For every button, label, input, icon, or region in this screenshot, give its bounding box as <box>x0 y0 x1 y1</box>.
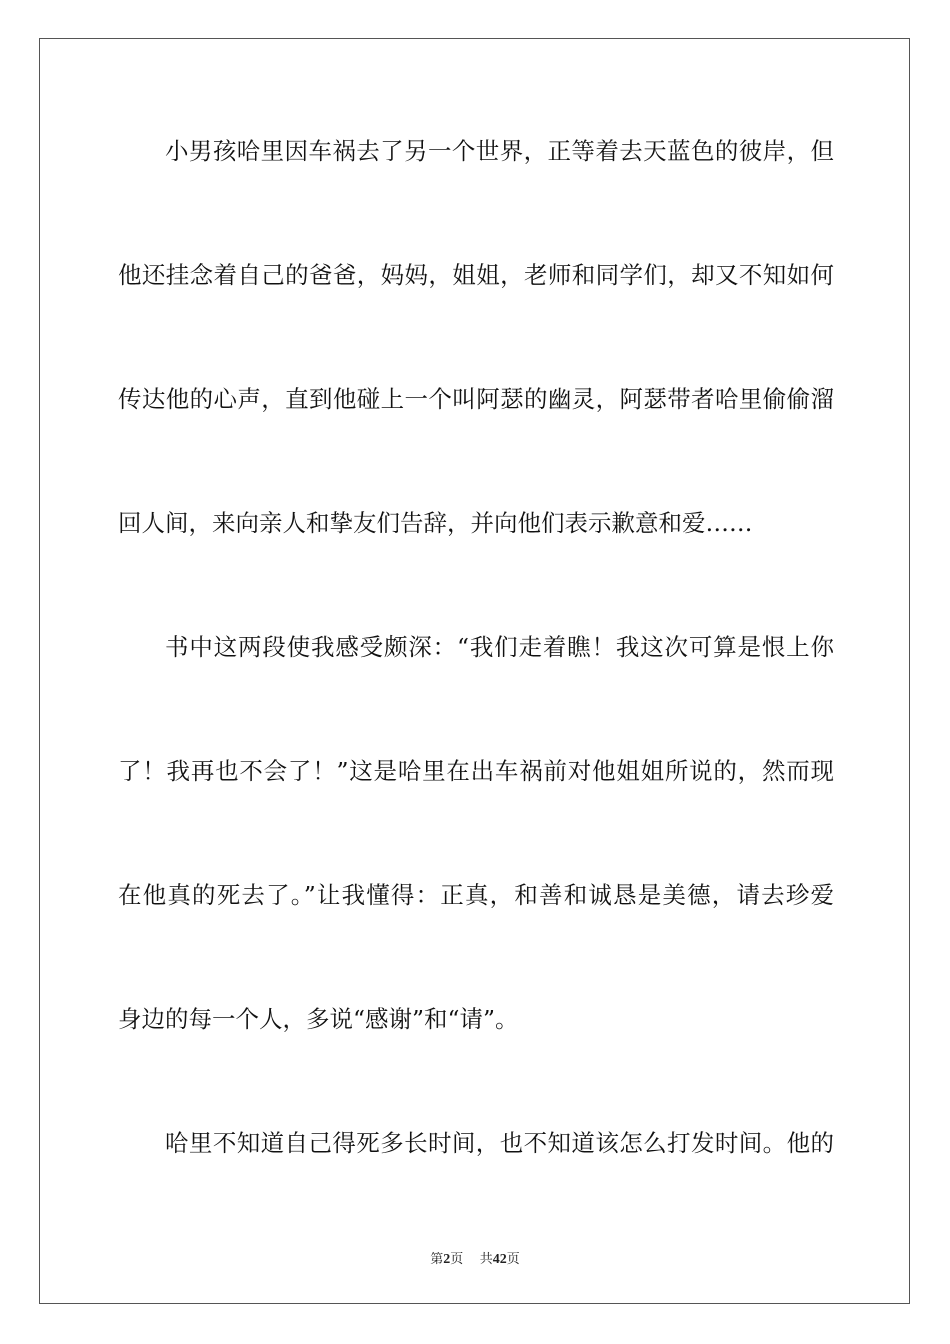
paragraph-1-line-2: 他还挂念着自己的爸爸，妈妈，姐姐，老师和同学们，却又不知如何 <box>118 261 834 289</box>
paragraph-3-line-1: 哈里不知道自己得死多长时间，也不知道该怎么打发时间。他的 <box>165 1129 834 1157</box>
total-suffix: 页 <box>506 1252 520 1267</box>
paragraph-2-line-1: 书中这两段使我感受颇深：“我们走着瞧！我这次可算是恨上你 <box>165 633 834 661</box>
page-suffix: 页 <box>450 1252 464 1267</box>
paragraph-1-line-3: 传达他的心声，直到他碰上一个叫阿瑟的幽灵，阿瑟带者哈里偷偷溜 <box>118 385 834 413</box>
total-prefix: 共 <box>479 1252 493 1267</box>
paragraph-2-line-3: 在他真的死去了。”让我懂得：正真，和善和诚恳是美德，请去珍爱 <box>118 881 834 909</box>
paragraph-2-line-2: 了！我再也不会了！”这是哈里在出车祸前对他姐姐所说的，然而现 <box>118 757 834 785</box>
total-pages: 42 <box>492 1252 507 1267</box>
paragraph-1-line-4: 回人间，来向亲人和挚友们告辞，并向他们表示歉意和爱…… <box>118 509 753 537</box>
page-prefix: 第 <box>430 1252 444 1267</box>
page-number: 2 <box>443 1252 451 1267</box>
page-footer <box>0 1248 950 1268</box>
paragraph-2-line-4: 身边的每一个人，多说“感谢”和“请”。 <box>118 1005 519 1033</box>
page-border <box>39 38 910 1304</box>
paragraph-1-line-1: 小男孩哈里因车祸去了另一个世界，正等着去天蓝色的彼岸，但 <box>165 137 834 165</box>
